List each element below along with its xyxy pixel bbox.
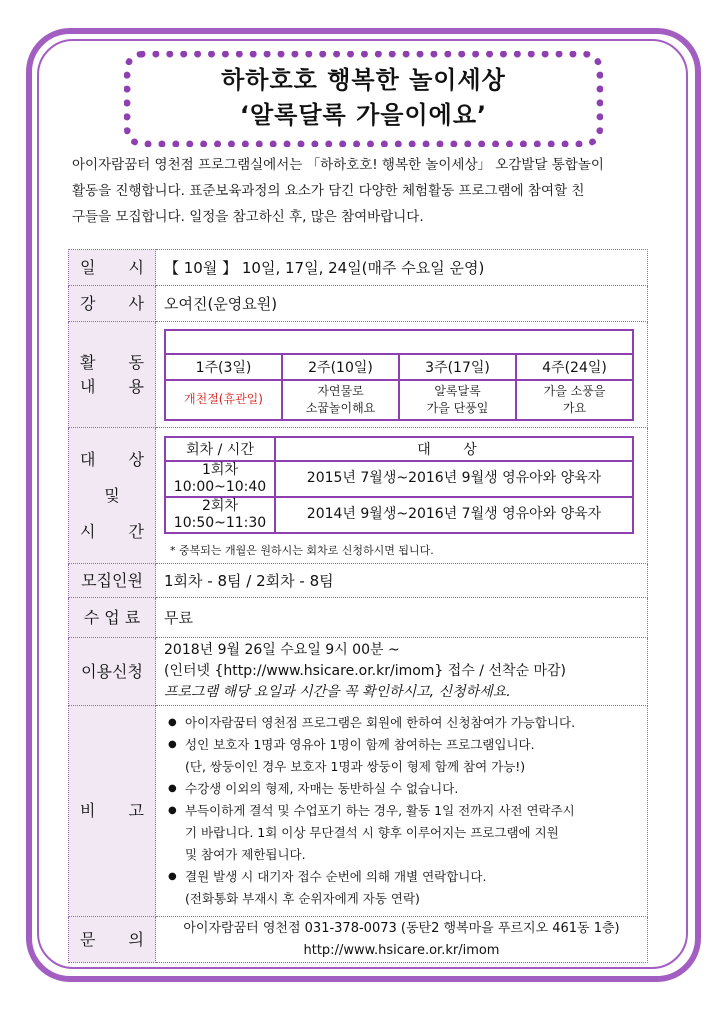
remark-item: ● 아이자람꿈터 영천점 프로그램은 회원에 한하여 신청참여가 가능합니다. (168, 712, 647, 734)
activity-cell (156, 322, 648, 428)
remark-item: (전화통화 부재시 후 순위자에게 자동 연락) (185, 891, 420, 906)
intro-line: 구들을 모집합니다. 일정을 참고하신 후, 많은 참여바랍니다. (72, 209, 424, 225)
activity-label: 활 동 내 용 (69, 322, 156, 428)
contact-info: 아이자람꿈터 영천점 031-378-0073 (동탄2 행복마을 푸르지오 461동 1층) (183, 920, 620, 936)
row-remarks (69, 706, 648, 917)
instructor-value: 오여진(운영요원) (156, 286, 648, 322)
intro-line: 아이자람꿈터 영천점 프로그램실에서는 「하하호호! 행복한 놀이세상」 오감발달 통합놀이 (72, 157, 604, 173)
activity-table-header (165, 330, 633, 354)
row-target (69, 428, 648, 564)
row-contact (69, 917, 648, 963)
info-table (68, 249, 648, 963)
header-target: 대 상 (275, 437, 633, 461)
week-4: 4주(24일) (516, 354, 633, 380)
title-line-2: ‘알록달록 가을이에요’ (239, 101, 488, 129)
title-line-1: 하하호호 행복한 놀이세상 (221, 66, 506, 94)
remark-item: 및 참여가 제한됩니다. (185, 847, 306, 862)
target-note: * 중복되는 개월은 원하시는 회차로 신청하시면 됩니다. (170, 543, 434, 557)
instructor-label: 강 사 (69, 286, 156, 322)
target-header-row (165, 437, 633, 461)
session-target: 2014년 9월생~2016년 7월생 영유아와 양육자 (275, 497, 633, 533)
activity-table (164, 329, 634, 421)
intro-line: 활동을 진행합니다. 표준보육과정의 요소가 담긴 다양한 체험활동 프로그램에 참여할 친 (72, 183, 585, 199)
remark-item: ● 수강생 이외의 형제, 자매는 동반하실 수 없습니다. (168, 778, 647, 800)
apply-label: 이용신청 (69, 638, 156, 706)
contact-url[interactable]: http://www.hsicare.or.kr/imom (303, 942, 500, 958)
apply-value (156, 638, 648, 706)
target-cell (156, 428, 648, 564)
recruit-value: 1회차 - 8팀 / 2회차 - 8팀 (156, 564, 648, 598)
activity-weeks-row (165, 354, 633, 380)
session-target: 2015년 7월생~2016년 9월생 영유아와 양육자 (275, 461, 633, 497)
target-label: 대 상 및 시 간 (69, 428, 156, 564)
contact-label: 문 의 (69, 917, 156, 963)
row-apply (69, 638, 648, 706)
session-row (165, 497, 633, 533)
remarks-list (168, 712, 647, 910)
week-3: 3주(17일) (399, 354, 516, 380)
row-fee (69, 598, 648, 638)
session-row (165, 461, 633, 497)
apply-method: (인터넷 {http://www.hsicare.or.kr/imom} 접수 / 선착순 마감) (164, 663, 566, 679)
row-recruit (69, 564, 648, 598)
week-2-content: 자연물로 소꿉놀이해요 (282, 380, 399, 420)
row-activity (69, 322, 648, 428)
remarks-label: 비 고 (69, 706, 156, 917)
header-session: 회차 / 시간 (165, 437, 275, 461)
activity-contents-row (165, 380, 633, 420)
schedule-label: 일 시 (69, 250, 156, 286)
row-schedule (69, 250, 648, 286)
remark-item: 기 바랍니다. 1회 이상 무단결석 시 향후 이루어지는 프로그램에 지원 (185, 825, 559, 840)
remark-item: ● 부득이하게 결석 및 수업포기 하는 경우, 활동 1일 전까지 사전 연락주시 (168, 800, 647, 822)
remark-item: ● 성인 보호자 1명과 영유아 1명이 함께 참여하는 프로그램입니다. (168, 734, 647, 756)
apply-date: 2018년 9월 26일 수요일 9시 00분 ~ (164, 642, 400, 658)
session-name-time: 1회차 10:00~10:40 (165, 461, 275, 497)
remark-item: (단, 쌍둥이인 경우 보호자 1명과 쌍둥이 형제 함께 참여 가능!) (185, 759, 526, 774)
contact-value (156, 917, 648, 963)
week-1-content: 개천절(휴관일) (165, 380, 282, 420)
intro-paragraph (72, 152, 652, 230)
target-table (164, 436, 634, 534)
schedule-value: 【 10월 】 10일, 17일, 24일(매주 수요일 운영) (156, 250, 648, 286)
fee-value: 무료 (156, 598, 648, 638)
apply-notice: 프로그램 해당 요일과 시간을 꼭 확인하시고, 신청하세요. (164, 684, 511, 700)
fee-label: 수 업 료 (69, 598, 156, 638)
week-1: 1주(3일) (165, 354, 282, 380)
row-instructor (69, 286, 648, 322)
session-name-time: 2회차 10:50~11:30 (165, 497, 275, 533)
remark-item: ● 결원 발생 시 대기자 접수 순번에 의해 개별 연락합니다. (168, 866, 647, 888)
week-2: 2주(10일) (282, 354, 399, 380)
week-4-content: 가을 소풍을 가요 (516, 380, 633, 420)
week-3-content: 알록달록 가을 단풍잎 (399, 380, 516, 420)
recruit-label: 모집인원 (69, 564, 156, 598)
remarks-cell (156, 706, 648, 917)
